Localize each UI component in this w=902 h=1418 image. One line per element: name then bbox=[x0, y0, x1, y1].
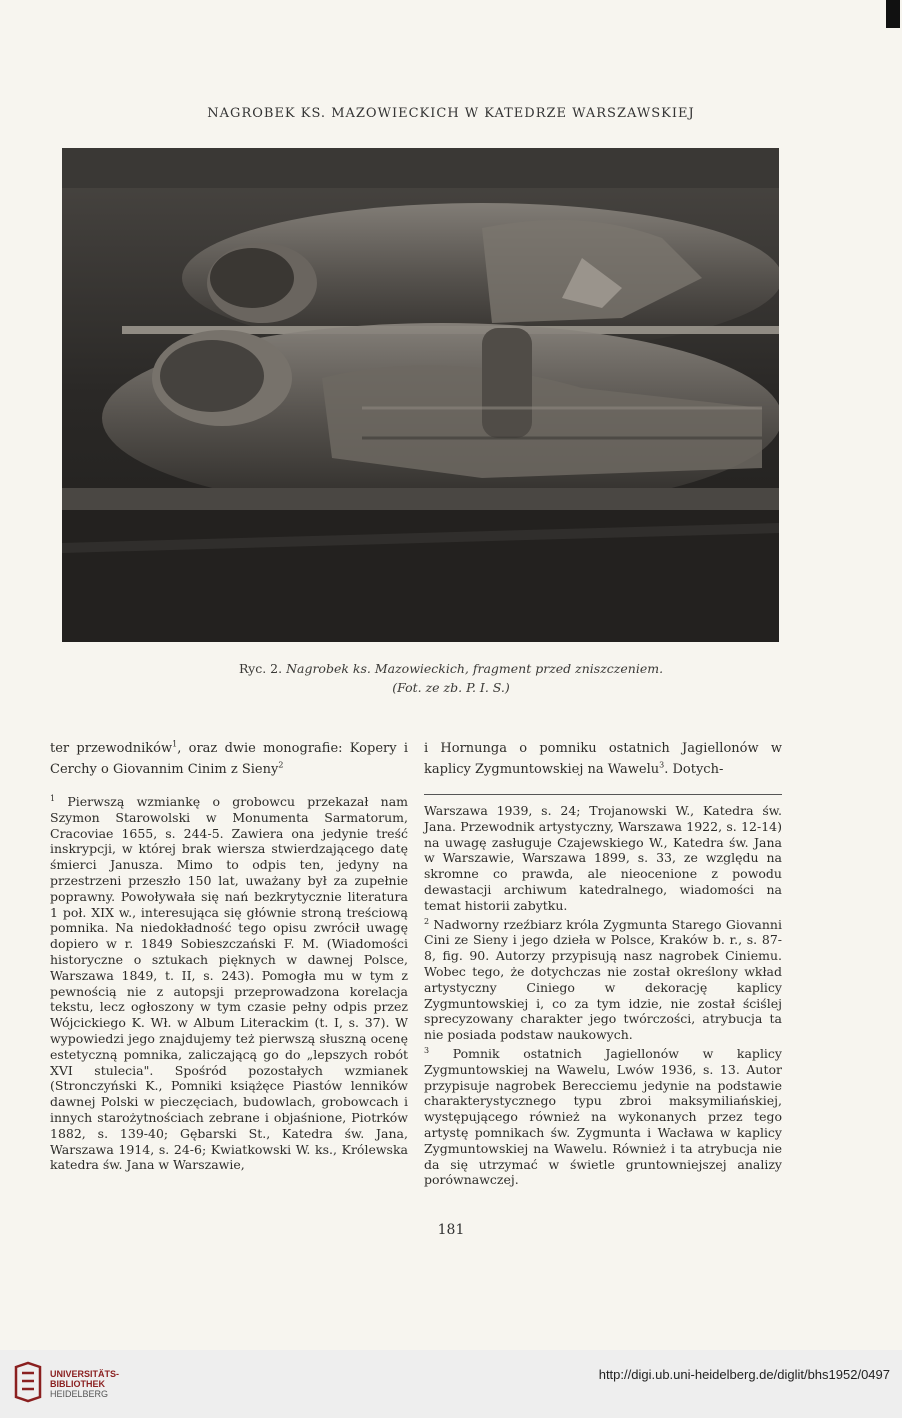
footnote-ref-3: 3 bbox=[659, 760, 665, 770]
footnote-1-continued: Warszawa 1939, s. 24; Trojanowski W., Katedra św. Jana. Przewodnik artystyczny, Warszawa 1922, s. 12-14) na uwagę zasługuje Czajewskiego W., Katedra św. Jana w Warszawie, Warszawa 1899, s. 33, ze względu na skromne co prawda, ale nieocenione z powodu dewastacji archiwum katedralnego, wiadomości na temat historii zabytku. bbox=[424, 803, 782, 913]
body-text-left-a: ter przewodników bbox=[50, 741, 173, 756]
running-head: NAGROBEK KS. MAZOWIECKICH W KATEDRZE WARSZAWSKIEJ bbox=[207, 106, 695, 121]
library-name-line3: HEIDELBERG bbox=[50, 1389, 109, 1399]
footnote-3-text: Pomnik ostatnich Jagiellonów w kaplicy Zygmuntowskiej na Wawelu, Lwów 1936, s. 13. Autor przypisuje nagrobek Berecciemu jedynie na podstawie charakterystycznego typu zbroi maksymiliańskiej, występującego również na wykonanych przez tego artystę pomnikach św. Zygmunta i Wacława w kaplicy Zygmuntowskiej na Wawelu. Również i ta atrybucja nie da się utrzymać w świetle gruntowniejszej analizy porównawczej. bbox=[424, 1045, 782, 1188]
scan-corner-mark bbox=[886, 0, 900, 28]
tomb-photograph bbox=[62, 148, 779, 642]
figure-label: Ryc. 2. bbox=[238, 661, 283, 676]
tomb-effigies-image bbox=[62, 148, 779, 642]
page-number: 181 bbox=[437, 1222, 465, 1238]
viewer-footer bbox=[0, 1350, 902, 1418]
permalink-url[interactable]: http://digi.ub.uni-heidelberg.de/diglit/bhs1952/0497 bbox=[598, 1367, 890, 1382]
ub-heidelberg-logo-icon bbox=[12, 1361, 44, 1403]
library-name-line2: BIBLIOTHEK bbox=[50, 1379, 105, 1389]
figure-caption-text: Nagrobek ks. Mazowieckich, fragment przed zniszczeniem. bbox=[286, 661, 664, 676]
footnote-rule bbox=[424, 794, 782, 795]
figure-caption bbox=[0, 659, 902, 697]
footnote-3 bbox=[424, 1046, 782, 1188]
footnote-1-text: Pierwszą wzmiankę o grobowcu przekazał nam Szymon Starowolski w Monumenta Sarmatorum, Cracoviae 1655, s. 244-5. Zawiera ona jedynie treść inskrypcji, w której brak wiersza stwierdzającego datę śmierci Janusza. Mimo to odpis ten, jedyny na przestrzeni przeszło 150 lat, uważany był za zupełnie poprawny. Powoływała się nań bezkrytycznie literatura 1 poł. XIX w., interesująca się głównie stroną treściową pomnika. Na niedokładność tego opisu zwrócił uwagę dopiero w r. 1849 Sobieszczański F. M. (Wiadomości historyczne o sztukach pięknych w dawnej Polsce, Warszawa 1849, t. II, s. 243). Pomogła mu w tym z pewnością nie z autopsji przeprowadzona korelacja tekstu, lecz ogłoszony w tym czasie pełny odpis przez Wójcickiego K. Wł. w Album Literackim (t. I, s. 37). W wypowiedzi jego znajdujemy też pierwszą słuszną ocenę estetyczną pomnika, zaliczającą go do „lepszych robót XVI stulecia". Spośród pozostałych wzmianek (Stronczyński K., Pomniki książęce Piastów lenników dawnej Polski w pieczęciach, budowlach, grobowcach i innych starożytnościach zebrane i objaśnione, Piotrków 1882, s. 139-40; Gębarski St., Katedra św. Jana, Warszawa 1914, s. 24-6; Kwiatkowski W. ks., Królewska katedra św. Jana w Warszawie, bbox=[50, 794, 408, 1173]
footnote-ref-1: 1 bbox=[172, 739, 178, 749]
body-text-left-b: , oraz dwie monografie: Kopery i Cerchy o Giovannim Cinim z Sieny bbox=[50, 741, 409, 777]
library-name[interactable] bbox=[50, 1369, 119, 1399]
footnote-3-number: 3 bbox=[424, 1045, 430, 1055]
footnote-1-number: 1 bbox=[50, 793, 56, 803]
photo-credit: (Fot. ze zb. P. I. S.) bbox=[392, 680, 510, 695]
footnote-ref-2: 2 bbox=[278, 760, 284, 770]
body-text-left bbox=[50, 738, 408, 780]
library-name-line1: UNIVERSITÄTS- bbox=[50, 1369, 120, 1379]
left-column bbox=[50, 738, 408, 1176]
footnote-2-text: Nadworny rzeźbiarz króla Zygmunta Starego Giovanni Cini ze Sieny i jego dzieła w Polsce, Kraków b. r., s. 87-8, fig. 90. Autorzy przypisują nasz nagrobek Ciniemu. Wobec tego, że dotychczas nie został określony wkład artystyczny Ciniego w dekorację kaplicy Zygmuntowskiej i, co za tym idzie, nie został ściślej sprecyzowany charakter jego twórczości, atrybucja ta nie posiada podstaw naukowych. bbox=[424, 916, 782, 1043]
body-text-right-a: i Hornunga o pomniku ostatnich Jagiellonów w kaplicy Zygmuntowskiej na Wawelu bbox=[424, 741, 782, 777]
footnote-2-number: 2 bbox=[424, 916, 430, 926]
footnote-1 bbox=[50, 794, 408, 1173]
right-column bbox=[424, 738, 782, 1191]
body-text-right bbox=[424, 738, 782, 780]
footnote-2 bbox=[424, 917, 782, 1043]
body-text-right-b: . Dotych- bbox=[664, 762, 724, 777]
